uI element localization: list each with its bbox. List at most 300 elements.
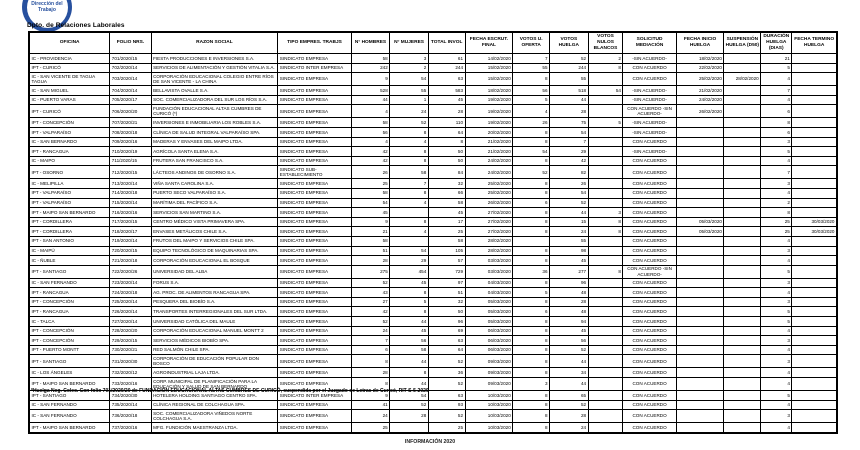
table-row <box>29 307 837 317</box>
table-cell: CON ACUERDO <box>623 179 676 189</box>
table-cell: LÁCTEOS ANDINOS DE OSORNO S.A. <box>151 166 278 179</box>
table-cell: 4 <box>761 378 792 391</box>
table-cell: SINDICATO EMPRESA <box>278 400 351 410</box>
table-cell: 26 <box>513 118 550 128</box>
table-cell: 55 <box>550 73 589 86</box>
table-cell: 729 <box>428 265 465 278</box>
table-cell: SINDICATO INTER EMPRESA <box>278 63 351 73</box>
table-cell <box>676 391 724 401</box>
table-cell <box>676 246 724 256</box>
table-cell: CON ACUERDO <box>623 246 676 256</box>
table-cell: IC - PUERTO VARAS <box>29 95 110 105</box>
table-cell: IPT - RANCAGUA <box>29 288 110 298</box>
table-cell: CON ACUERDO <box>623 410 676 423</box>
table-cell: 25 <box>351 423 390 433</box>
table-cell: 15/02/2020 <box>465 73 513 86</box>
table-cell: 10/03/2020 <box>465 400 513 410</box>
column-header: FECHA TERMINO HUELGA <box>792 32 837 54</box>
table-cell: 727/2020/14 <box>110 317 151 327</box>
table-cell: CON ACUERDO <box>623 307 676 317</box>
table-cell: IPT - SANTIAGO <box>29 265 110 278</box>
table-cell: 43 <box>351 288 390 298</box>
table-cell: 75 <box>550 118 589 128</box>
table-cell <box>676 188 724 198</box>
table-cell: CON ACUERDO <box>623 236 676 246</box>
table-cell: 8 <box>588 227 623 237</box>
table-cell: 50 <box>428 307 465 317</box>
table-cell <box>588 288 623 298</box>
table-cell: 7 <box>351 336 390 346</box>
table-cell: 54 <box>390 246 429 256</box>
table-cell: 8 <box>513 188 550 198</box>
table-cell: 4 <box>761 256 792 266</box>
table-cell: 7 <box>761 166 792 179</box>
table-cell <box>724 410 761 423</box>
table-cell <box>676 179 724 189</box>
table-cell: 50 <box>428 156 465 166</box>
table-cell: 5 <box>390 297 429 307</box>
table-cell <box>588 188 623 198</box>
table-cell: SERVICIOS DE ALIMENTACIÓN Y GESTIÓN VITALIA S.A. <box>151 63 278 73</box>
table-cell <box>676 423 724 433</box>
table-cell: 52 <box>513 166 550 179</box>
table-cell <box>792 410 837 423</box>
table-cell: 5 <box>761 317 792 327</box>
table-cell: IPT - RANCAGUA <box>29 147 110 157</box>
table-cell: 51 <box>351 246 390 256</box>
table-cell: 45 <box>390 326 429 336</box>
table-cell <box>724 217 761 227</box>
table-cell: 6 <box>761 127 792 137</box>
column-header: VOTOS NULOS BLANCOS <box>588 32 623 54</box>
table-cell: 21 <box>351 227 390 237</box>
table-cell: 720/2020/15 <box>110 246 151 256</box>
table-cell: PUERTO SECO VALPARAÍSO S.A. <box>151 188 278 198</box>
table-cell: 4 <box>761 423 792 433</box>
table-cell <box>792 317 837 327</box>
table-row <box>29 410 837 423</box>
column-header: OFICINA <box>29 32 110 54</box>
table-cell: 45 <box>550 326 589 336</box>
table-cell: 96 <box>550 278 589 288</box>
table-cell <box>588 317 623 327</box>
table-cell: 8 <box>428 137 465 147</box>
table-cell: 705/2020/17 <box>110 95 151 105</box>
table-cell: 713/2020/14 <box>110 179 151 189</box>
table-cell: 6 <box>513 198 550 208</box>
table-cell <box>792 307 837 317</box>
table-row <box>29 326 837 336</box>
table-cell <box>588 378 623 391</box>
table-cell <box>588 246 623 256</box>
table-cell: 6 <box>513 307 550 317</box>
table-row <box>29 179 837 189</box>
table-cell <box>724 166 761 179</box>
table-cell <box>724 147 761 157</box>
table-cell <box>676 208 724 218</box>
table-cell: 04/03/2020 <box>465 288 513 298</box>
table-cell <box>724 198 761 208</box>
table-cell: AGRÍCOLA SANTA ELENA S.A. <box>151 147 278 157</box>
table-cell: 8 <box>390 127 429 137</box>
table-row <box>29 63 837 73</box>
table-row <box>29 256 837 266</box>
table-cell: FRUTOS DEL MAIPO Y SERVICIOS CHILE SPA. <box>151 236 278 246</box>
table-cell: 704/2020/14 <box>110 86 151 96</box>
table-cell: 8 <box>513 391 550 401</box>
table-cell: IC - LOS ÁNGELES <box>29 368 110 378</box>
table-cell: 36 <box>428 368 465 378</box>
table-cell <box>588 345 623 355</box>
table-cell: 244 <box>550 63 589 73</box>
table-cell: 05/03/2020 <box>465 297 513 307</box>
table-cell <box>724 256 761 266</box>
table-cell <box>676 137 724 147</box>
table-cell: 56 <box>390 336 429 346</box>
table-cell <box>588 105 623 118</box>
table-cell: 710/2020/19 <box>110 147 151 157</box>
table-cell: MARÍTIMA DEL PACÍFICO S.A. <box>151 198 278 208</box>
table-cell: 8 <box>351 355 390 368</box>
table-cell: IPT - CONCEPCIÓN <box>29 326 110 336</box>
table-cell <box>724 326 761 336</box>
table-cell: IC - MAIPO <box>29 156 110 166</box>
table-cell: 8 <box>513 355 550 368</box>
table-cell: 05/03/2020 <box>465 307 513 317</box>
table-cell: 5 <box>513 288 550 298</box>
table-cell: 04/03/2020 <box>465 278 513 288</box>
table-cell: 28/02/2020 <box>465 246 513 256</box>
table-cell <box>676 378 724 391</box>
table-cell <box>792 54 837 64</box>
table-cell: SINDICATO EMPRESA <box>278 278 351 288</box>
table-row <box>29 246 837 256</box>
table-cell <box>792 236 837 246</box>
table-row <box>29 336 837 346</box>
table-cell: 4 <box>761 188 792 198</box>
table-cell: 97 <box>428 278 465 288</box>
table-cell <box>588 336 623 346</box>
table-cell: UNIVERSIDAD CATÓLICA DEL MAULE <box>151 317 278 327</box>
table-cell: 48 <box>550 288 589 298</box>
table-cell: 8 <box>513 156 550 166</box>
table-cell: IPT - PUERTO MONTT <box>29 345 110 355</box>
table-cell: 45 <box>428 95 465 105</box>
table-cell: CON ACUERDO -SIN ACUERDO- <box>623 265 676 278</box>
table-cell: 8 <box>390 307 429 317</box>
table-cell: 45 <box>351 208 390 218</box>
table-cell <box>792 63 837 73</box>
table-cell: 708/2020/18 <box>110 127 151 137</box>
huelgas-table-grid <box>28 31 838 434</box>
table-cell: 21/02/2020 <box>465 137 513 147</box>
table-cell: 42 <box>351 307 390 317</box>
table-cell: IPT - CONCEPCIÓN <box>29 336 110 346</box>
table-cell: 9 <box>351 391 390 401</box>
table-row <box>29 278 837 288</box>
table-cell: RED SALMÓN CHILE SPA. <box>151 345 278 355</box>
table-row <box>29 208 837 218</box>
table-cell: 5 <box>588 118 623 128</box>
table-cell <box>724 297 761 307</box>
table-cell: SINDICATO EMPRESA <box>278 73 351 86</box>
table-cell <box>724 95 761 105</box>
table-cell: PESQUERA DEL BIOBÍO S.A. <box>151 297 278 307</box>
table-cell: FRUTERA SAN FRANCISCO S.A. <box>151 156 278 166</box>
table-cell: CON ACUERDO <box>623 188 676 198</box>
table-row <box>29 227 837 237</box>
table-cell: 8 <box>761 118 792 128</box>
table-cell: 8 <box>513 217 550 227</box>
table-cell: 09/03/2020 <box>465 355 513 368</box>
table-row <box>29 73 837 86</box>
table-cell: IPT - CONCEPCIÓN <box>29 297 110 307</box>
table-cell: 25 <box>761 217 792 227</box>
table-cell <box>588 410 623 423</box>
table-cell: 44 <box>550 355 589 368</box>
table-cell <box>676 355 724 368</box>
table-cell: 728/2020/20 <box>110 326 151 336</box>
table-cell: 583 <box>428 86 465 96</box>
table-cell: 26/02/2020 <box>676 105 724 118</box>
table-cell: 709/2020/16 <box>110 137 151 147</box>
table-cell: 8 <box>390 368 429 378</box>
table-cell: 5 <box>761 147 792 157</box>
table-cell: 63 <box>428 391 465 401</box>
table-cell: SINDICATO EMPRESA <box>278 378 351 391</box>
table-cell: 52 <box>428 410 465 423</box>
table-cell: 21 <box>761 54 792 64</box>
table-cell: 25/02/2020 <box>465 188 513 198</box>
column-header: VOTOS U. OFERTA <box>513 32 550 54</box>
table-cell: CON ACUERDO -SIN ACUERDO- <box>623 105 676 118</box>
table-cell: 244 <box>428 63 465 73</box>
table-row <box>29 198 837 208</box>
table-cell: 3 <box>390 54 429 64</box>
table-row <box>29 127 837 137</box>
table-cell: SERVICIOS SAN MARTINO S.A. <box>151 208 278 218</box>
table-cell: 26 <box>550 179 589 189</box>
table-cell: 4 <box>761 95 792 105</box>
table-cell: 732/2020/12 <box>110 368 151 378</box>
table-cell: -SIN ACUERDO- <box>623 95 676 105</box>
table-cell: 5 <box>513 95 550 105</box>
table-row <box>29 95 837 105</box>
table-cell: IC - MAIPÚ <box>29 246 110 256</box>
column-header: FECHA INICIO HUELGA <box>676 32 724 54</box>
table-cell: SINDICATO EMPRESA <box>278 423 351 433</box>
table-cell: 4 <box>351 105 390 118</box>
table-cell <box>676 288 724 298</box>
table-cell: 54 <box>513 147 550 157</box>
table-cell: CON ACUERDO <box>623 166 676 179</box>
table-cell <box>676 156 724 166</box>
table-cell: 58 <box>428 198 465 208</box>
table-cell: 69 <box>428 326 465 336</box>
table-cell: 8 <box>513 246 550 256</box>
table-cell: 05/03/2020 <box>465 317 513 327</box>
table-row <box>29 105 837 118</box>
table-cell: CORPORACIÓN EDUCACIONAL EL BOSQUE <box>151 256 278 266</box>
table-cell: SINDICATO EMPRESA <box>278 265 351 278</box>
table-cell <box>588 391 623 401</box>
table-cell: 93 <box>428 400 465 410</box>
table-cell: 8 <box>513 137 550 147</box>
table-cell: 34 <box>550 368 589 378</box>
table-cell: SINDICATO EMPRESA <box>278 86 351 96</box>
table-row <box>29 355 837 368</box>
table-cell: 8 <box>390 147 429 157</box>
table-cell: ENVASES METÁLICOS CHILE S.A. <box>151 227 278 237</box>
table-cell <box>676 410 724 423</box>
table-cell: 8 <box>588 217 623 227</box>
table-cell: 25 <box>351 179 390 189</box>
table-cell: 63 <box>428 336 465 346</box>
table-cell: 22/02/2020 <box>676 63 724 73</box>
table-cell: 19/02/2020 <box>465 95 513 105</box>
table-cell: 52 <box>351 278 390 288</box>
table-cell <box>676 336 724 346</box>
table-cell <box>724 63 761 73</box>
table-cell: IPT - SANTIAGO <box>29 355 110 368</box>
table-cell: HOTELERA HOLDING SANTIAGO CENTRO SPA. <box>151 391 278 401</box>
table-cell: 725/2020/14 <box>110 297 151 307</box>
table-cell <box>676 166 724 179</box>
table-cell <box>588 326 623 336</box>
table-cell: 10/03/2020 <box>465 423 513 433</box>
table-cell: AG. PROC. DE ALIMENTOS RANCAGUA SPA. <box>151 288 278 298</box>
table-cell: 8 <box>513 345 550 355</box>
table-cell <box>724 391 761 401</box>
table-cell: 14/02/2020 <box>465 54 513 64</box>
table-cell: 8 <box>513 317 550 327</box>
table-cell <box>792 95 837 105</box>
table-cell <box>792 147 837 157</box>
table-cell: 3 <box>761 179 792 189</box>
column-header: N° HOMBRES <box>351 32 390 54</box>
table-cell: 10/03/2020 <box>465 410 513 423</box>
table-row <box>29 400 837 410</box>
table-cell <box>792 288 837 298</box>
table-cell: 8 <box>513 73 550 86</box>
table-cell <box>676 278 724 288</box>
table-cell: CON ACUERDO <box>623 391 676 401</box>
table-cell: -SIN ACUERDO- <box>623 127 676 137</box>
table-cell: CENTRO MÉDICO VISTA PRIMAVERA SPA. <box>151 217 278 227</box>
table-cell: SINDICATO EMPRESA <box>278 156 351 166</box>
table-cell: 28 <box>390 410 429 423</box>
table-cell: 719/2020/14 <box>110 236 151 246</box>
table-cell: 24 <box>351 410 390 423</box>
table-cell: 26 <box>351 166 390 179</box>
table-row <box>29 156 837 166</box>
table-cell: 1 <box>390 95 429 105</box>
table-cell: SINDICATO SUB-ESTABLECIMIENTO <box>278 166 351 179</box>
table-cell: IC - TALCA <box>29 317 110 327</box>
table-row <box>29 288 837 298</box>
table-cell: 52 <box>390 400 429 410</box>
table-cell: 55 <box>390 86 429 96</box>
table-cell: 736/2020/18 <box>110 410 151 423</box>
table-cell: 58 <box>390 345 429 355</box>
table-row <box>29 317 837 327</box>
column-header: SUSPENSIÓN HUELGA (D50) <box>724 32 761 54</box>
table-cell <box>588 156 623 166</box>
table-cell <box>724 265 761 278</box>
table-cell: IPT - CORDILLERA <box>29 217 110 227</box>
table-cell <box>724 288 761 298</box>
table-cell: 5 <box>761 391 792 401</box>
table-cell: 58 <box>390 166 429 179</box>
table-cell <box>676 265 724 278</box>
table-cell: 3 <box>761 355 792 368</box>
table-cell: CON ACUERDO <box>623 355 676 368</box>
table-cell: 8 <box>588 265 623 278</box>
table-cell <box>792 265 837 278</box>
table-cell: 737/2020/16 <box>110 423 151 433</box>
table-cell: SINDICATO EMPRESA <box>278 288 351 298</box>
table-cell: 27/02/2020 <box>465 227 513 237</box>
table-cell: 6 <box>351 345 390 355</box>
table-cell: 51 <box>428 288 465 298</box>
table-cell: 24 <box>550 423 589 433</box>
table-cell <box>676 345 724 355</box>
table-cell <box>724 105 761 118</box>
table-cell: CON ACUERDO <box>623 137 676 147</box>
table-cell: SINDICATO EMPRESA <box>278 54 351 64</box>
table-cell <box>588 73 623 86</box>
table-cell <box>724 208 761 218</box>
table-cell: 44 <box>390 355 429 368</box>
table-cell: SINDICATO EMPRESA <box>278 227 351 237</box>
table-cell: 44 <box>550 378 589 391</box>
table-row <box>29 236 837 246</box>
table-cell: 707/2020/21 <box>110 118 151 128</box>
table-cell: 06/03/2020 <box>465 326 513 336</box>
table-cell: 06/03/2020 <box>465 336 513 346</box>
table-cell: IC - PROVIDENCIA <box>29 54 110 64</box>
table-cell: 703/2020/14 <box>110 73 151 86</box>
table-cell <box>792 198 837 208</box>
table-cell <box>588 355 623 368</box>
table-cell: 702/2020/14 <box>110 63 151 73</box>
table-cell <box>724 246 761 256</box>
table-cell: 8 <box>390 156 429 166</box>
table-cell: VIÑA SANTA CAROLINA S.A. <box>151 179 278 189</box>
table-cell: 30/03/2020 <box>792 217 837 227</box>
table-cell <box>724 345 761 355</box>
table-cell: CON ACUERDO <box>623 423 676 433</box>
table-cell: 64 <box>428 127 465 137</box>
table-cell: 06/03/2020 <box>465 345 513 355</box>
table-cell: CORP. MUNICIPAL DE PLANIFICACIÓN PARA LA EDUCACIÓN Y SALUD DE SAN BERNARDO <box>151 378 278 391</box>
table-cell: IPT - CORDILLERA <box>29 227 110 237</box>
table-cell <box>792 127 837 137</box>
table-cell <box>588 198 623 208</box>
table-cell: CON ACUERDO <box>623 156 676 166</box>
table-cell <box>792 278 837 288</box>
table-cell: 277 <box>550 265 589 278</box>
table-cell: 25 <box>761 227 792 237</box>
table-cell <box>588 307 623 317</box>
table-cell: 56 <box>513 86 550 96</box>
table-cell: IPT - VALPARAÍSO <box>29 127 110 137</box>
table-cell <box>724 400 761 410</box>
table-cell: 4 <box>761 345 792 355</box>
table-cell <box>724 86 761 96</box>
table-cell: 15/02/2020 <box>465 63 513 73</box>
table-cell: 30/03/2020 <box>792 227 837 237</box>
